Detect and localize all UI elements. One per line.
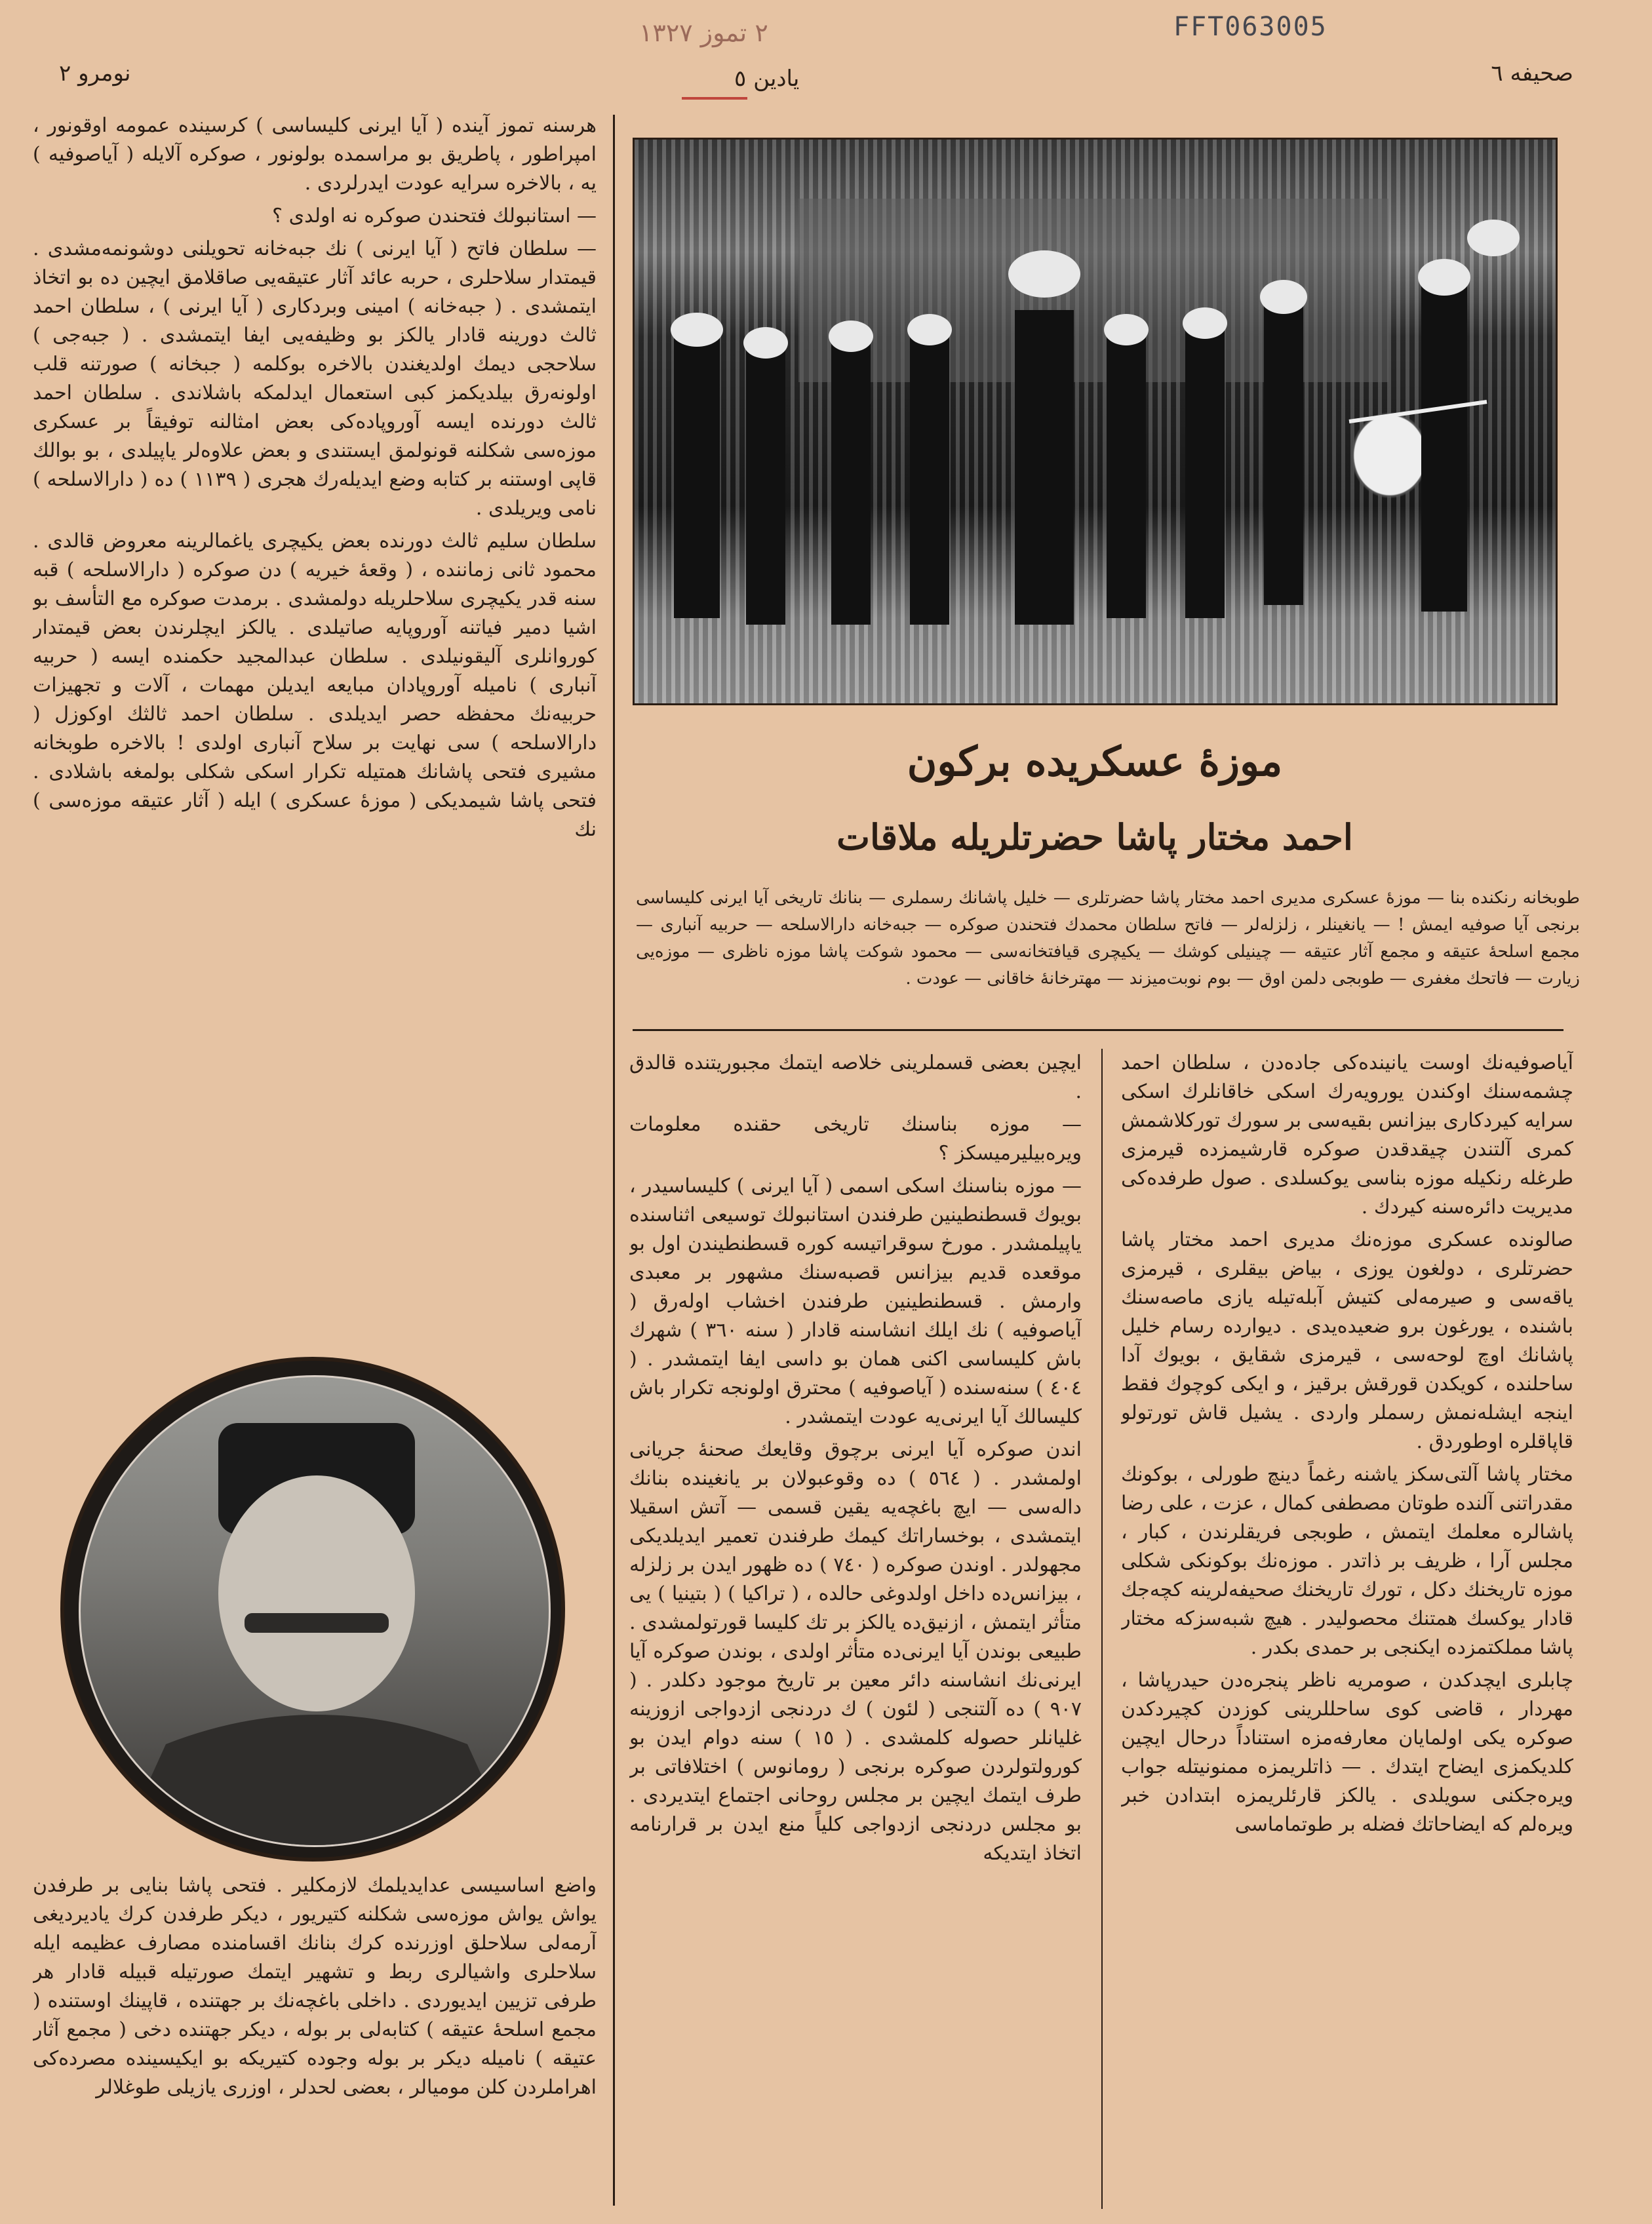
- portrait-frame: [60, 1357, 565, 1862]
- left-column-bottom: [33, 1871, 597, 2212]
- band-photo: [633, 138, 1558, 705]
- pencil-underline: [682, 97, 747, 100]
- article-title: موزهٔ عسکریده برکون: [907, 737, 1283, 785]
- portrait-figure-icon: [81, 1377, 549, 1845]
- column-divider: [1101, 1049, 1103, 2209]
- paragraph: هرسنه تموز آینده ( آیا ایرنی کلیساسی ) کرسینده عمومه اوقونور ، امپراطور ، پاطریق بو مراسمده بولونور ، صوکره آلایله ( آیاصوفیه ) یه ، بالاخره سرایه عودت ایدرلردی .: [33, 114, 597, 195]
- newspaper-name: یادین ٥: [734, 66, 800, 92]
- column-divider: [613, 115, 615, 2206]
- question: — موزه بناسنك تاریخی حقنده معلومات ویره‌بیلیرمیسکز ؟: [629, 1113, 1082, 1165]
- paragraph: مختار پاشا آلتی‌سکز یاشنه رغماً دینچ طورلی ، بوکونك مقدراتنی آلنده طوتان مصطفی کمال ، عزت ، علی رضا پاشالره معلمك ایتمش ، طوبجی فریقلرندن ، کبار ، مجلس آرا ، ظریف بر ذاتدر . موزه‌نك بوکونکی شکلی موزه تاریخنك دکل ، تورك تاریخنك صحیفه‌لرینه کچه‌جك قادار یوکسك همتنك محصولیدر . هیچ شبه‌سزکه مختار پاشا مملکتمزده ایکنجی بر حمدی بکدر .: [1121, 1463, 1573, 1659]
- paragraph: واضع اساسیسی عدایدیلمك لازمکلیر . فتحی پاشا بنایی بر طرفدن یواش یواش موزه‌سی شکلنه کتیریور ، دیکر طرفدن کرك یادیردیغی آرمه‌لی سلاحلق اوزرنده کرك بنانك اقسامنده مصارف عظیمه ایله سلاحلری واشیالری ربط و تشهیر ایتمك صورتیله قبیله قادار هر طرفی تزیین ایدیوردی . داخلی باغچه‌نك بر جهتنده ، قاپینك اوستنده ( مجمع اسلحهٔ عتیقه ) کتابه‌لی بر بوله ، دیکر جهتنده دخی ( مجمع آثار عتیقه ) نامیله دیکر بر بوله وجوده کتیریکه بو ایکیسینده مصرده‌کی اهراملردن کلن مومیالر ، بعضی لحدلر ، اوزری یازیلی طوغلالر: [33, 1874, 597, 2099]
- left-column-top: [33, 111, 597, 1324]
- middle-column: [629, 1049, 1082, 2209]
- paragraph: — موزه بناسنك اسکی اسمی ( آیا ایرنی ) کلیساسیدر ، بویوك قسطنطینین طرفندن استانبولك توسیعی اثناسنده یاپیلمشدر . مورخ سوقراتیسه کوره قسطنطیندن اول بو موقعده قدیم بیزانس قصبه‌سنك مشهور بر معبدی وارمش . قسطنطینین طرفندن اخشاب اوله‌رق ( آیاصوفیه ) نك ایلك انشاسنه قادار ( سنه ٣٦٠ ) شهرك باش کلیساسی اکنی همان بو داسی ایفا ایتمشدر . ( ٤٠٤ ) سنه‌سنده ( آیاصوفیه ) محترق اولونجه تکرار باش کلیسالك آیا ایرنی‌یه عودت ایتمشدر .: [629, 1175, 1082, 1428]
- page-number: صحیفه ٦: [1491, 60, 1573, 87]
- article-summary: طوبخانه رنکنده بنا — موزهٔ عسکری مدیری احمد مختار پاشا حضرتلری — خلیل پاشانك رسملری — بنانك تاریخی آیا ایرنی کلیساسی برنجی آیا صوفیه ایمش ! — یانغینلر ، زلزله‌لر — فاتح سلطان محمدك فتحندن صوکره — جبه‌خانه دارالاسلحه — حربیه آنباری — مجمع اسلحهٔ عتیقه و مجمع آثار عتیقه — چینیلی کوشك — یکیچری قیافتخانه‌سی — محمود شوکت پاشا موزه ناظری — موزه‌یی زیارت — فاتحك مغفری — طوبجی دلمن اوق — بوم نوبت‌میزند — مهترخانهٔ خاقانی — عودت .: [636, 888, 1580, 988]
- paragraph: آیاصوفیه‌نك اوست یانینده‌کی جاده‌دن ، سلطان احمد چشمه‌سنك اوکندن یورویه‌رك اسکی خاقانلرك اسکی سرایه کیردکاری بیزانس بقیه‌سی بر سورك تورکلاشمش کمری آلتندن چیقدقدن صوکره قارشیمزده قیرمزی طرغله رنکیله موزه بناسی یوکسلدی . صول طرفده‌کی مدیریت دائره‌سنه کیردك .: [1121, 1051, 1573, 1219]
- archive-code: FFT063005: [1173, 12, 1328, 42]
- right-column: [1121, 1049, 1573, 2209]
- paragraph: اندن صوکره آیا ایرنی برچوق وقایعك صحنهٔ جریانی اولمشدر . ( ٥٦٤ ) ده وقوعبولان بر یانغینده بنانك داله‌سی — ایچ باغچه‌یه یقین قسمی — آتش اسقیلا ایتمشدی ، بوخساراتك کیمك طرفندن تعمیر ایدیلدیکی مجهولدر . اوندن صوکره ( ٧٤٠ ) ده ظهور ایدن بر زلزله ، بیزانس‌ده داخل اولدوغی حالده ، ( تراکیا ) ( بتینیا ) یی متأثر ایتمش ، ازنیق‌ده یالکز بر تك کلیسا قورتولمشدی . طبیعی بوندن آیا ایرنی‌ده متأثر اولدی ، بوندن صوکره آیا ایرنی‌نك انشاسنه دائر معین بر تاریخ موجود دکلدر . ( ٩٠٧ ) ده آلتنجی ( لئون ) ك دردنجی ازدواجی ازوزینه غلیانلر حصوله کلمشدی . ( ١٥ ) سنه دوام ایدن بو کورولتولردن صوکره برنجی ( رومانوس ) اختلافاتی بر طرف ایتمك ایچین بر مجلس روحانی اجتماع ایتدیردی . بو مجلس دردنجی ازدواجی کلیاً منع ایدن بر قرارنامه اتخاذ ایتدیکه: [629, 1438, 1082, 1865]
- paragraph: سلطان سلیم ثالث دورنده بعض یکیچری یاغمالرینه معروض قالدی . محمود ثانی زماننده ، ( وقعهٔ خیریه ) دن صوکره ( دارالاسلحه ) قبه سنه قدر یکیچری سلاحلریله دولمشدی . برمدت صوکره مع التأسف بو اشیا دمیر فیاتنه آوروپایه صاتیلدی . یالکز ایچلرندن بعض قیمتدار کوروانلری آلیقونیلدی . سلطان عبدالمجید حکمنده ایسه ( حربیه آنباری ) نامیله آوروپادان مبایعه ایدیلن مهمات ، آلات و تجهیزات حربیه‌نك محفظه حصر ایدیلدی . سلطان احمد ثالثك اوکوزل ( دارالاسلحه ) سی نهایت بر سلاح آنباری اولدی ! بالاخره طوبخانه مشیری فتحی پاشانك همتیله تکرار اسکی شکلی بولمغه باشلادی . فتحی پاشا شیمدیکی ( موزهٔ عسکری ) ایله ( آثار عتیقه موزه‌سی ) نك: [33, 530, 597, 841]
- paragraph: — سلطان فاتح ( آیا ایرنی ) نك جبه‌خانه تحویلنی دوشونمه‌مشدی . قیمتدار سلاحلری ، حربه عائد آثار عتیقه‌یی صاقلامق ایچین ده بو اتخاذ ایتمشدی . ( جبه‌خانه ) امینی وبردکاری ( آیا ایرنی ) ، سلطان احمد ثالث دورینه قادار یالکز بو وظیفه‌یی ایفا ایتمشدی . ( جبه‌جی ) سلاحجی دیمك اولدیغندن بالاخره بوکلمه ( جبخانه ) صورتنه قلب اولونه‌رق بیلدیکمز کبی استعمال ایدلمکه باشلاندی . سلطان احمد ثالث دورنده ایسه آوروپاده‌کی بعض امثالنه توفیقاً بر عسکری موزه‌سی شکلنه قونولمق ایستندی و بعض علاوه‌لر یاپیلدی ، بو بوالك قاپی اوستنه بر کتابه وضع ایدیله‌رك هجری ( ١١٣٩ ) ده ( دارالاسلحه ) نامی ویریلدی .: [33, 237, 597, 520]
- question: — استانبولك فتحندن صوکره نه اولدی ؟: [272, 205, 597, 227]
- paragraph: چابلری ایچدکدن ، صومریه ناظر پنجره‌دن حیدرپاشا ، مهردار ، قاضی کوی ساحللرینی کوزدن کچیردکدن صوکره یکی اولمایان معارفه‌مزه استناداً درحال ایچین کلدیکمزی ایضاح ایتدك . — ذاتلریمزه ممنونیتله جواب ویره‌جکنی سویلدی . یالکز قارئلریمزه ابتدادن خبر ویره‌لم که ایضاحاتك فضله بر طوتماماسی: [1121, 1669, 1573, 1836]
- pencil-note: ۲ تموز ۱۳۲۷: [639, 18, 768, 47]
- article-subtitle: احمد مختار پاشا حضرتلریله ملاقات: [836, 816, 1353, 858]
- issue-number: نومرو ۲: [59, 60, 131, 87]
- band-photo-figures: [635, 140, 1556, 703]
- summary-rule: [633, 1029, 1564, 1031]
- paragraph: ایچین بعضی قسملرینی خلاصه ایتمك مجبوریتنده قالدق .: [629, 1051, 1082, 1103]
- portrait-photo: [79, 1375, 551, 1847]
- paragraph: صالونده عسکری موزه‌نك مدیری احمد مختار پاشا حضرتلری ، دولغون یوزی ، بیاض بیقلری ، قیرمزی یاقه‌سی و صیرمه‌لی کتیش آبله‌تیله یازی ماصه‌سنك باشنده ، یورغون برو ضعیده‌یدی . دیوارده رسام خلیل پاشانك اوچ لوحه‌سی ، قیرمزی شقایق ، بویوك آدا ساحلنده ، کویکدن قورقش برقیز ، و ایکی کوچوك فقط اینجه ایشله‌نمش رسملر واردی . یشیل قاش تورتولو قاپاقلره اوطوردق .: [1121, 1228, 1573, 1453]
